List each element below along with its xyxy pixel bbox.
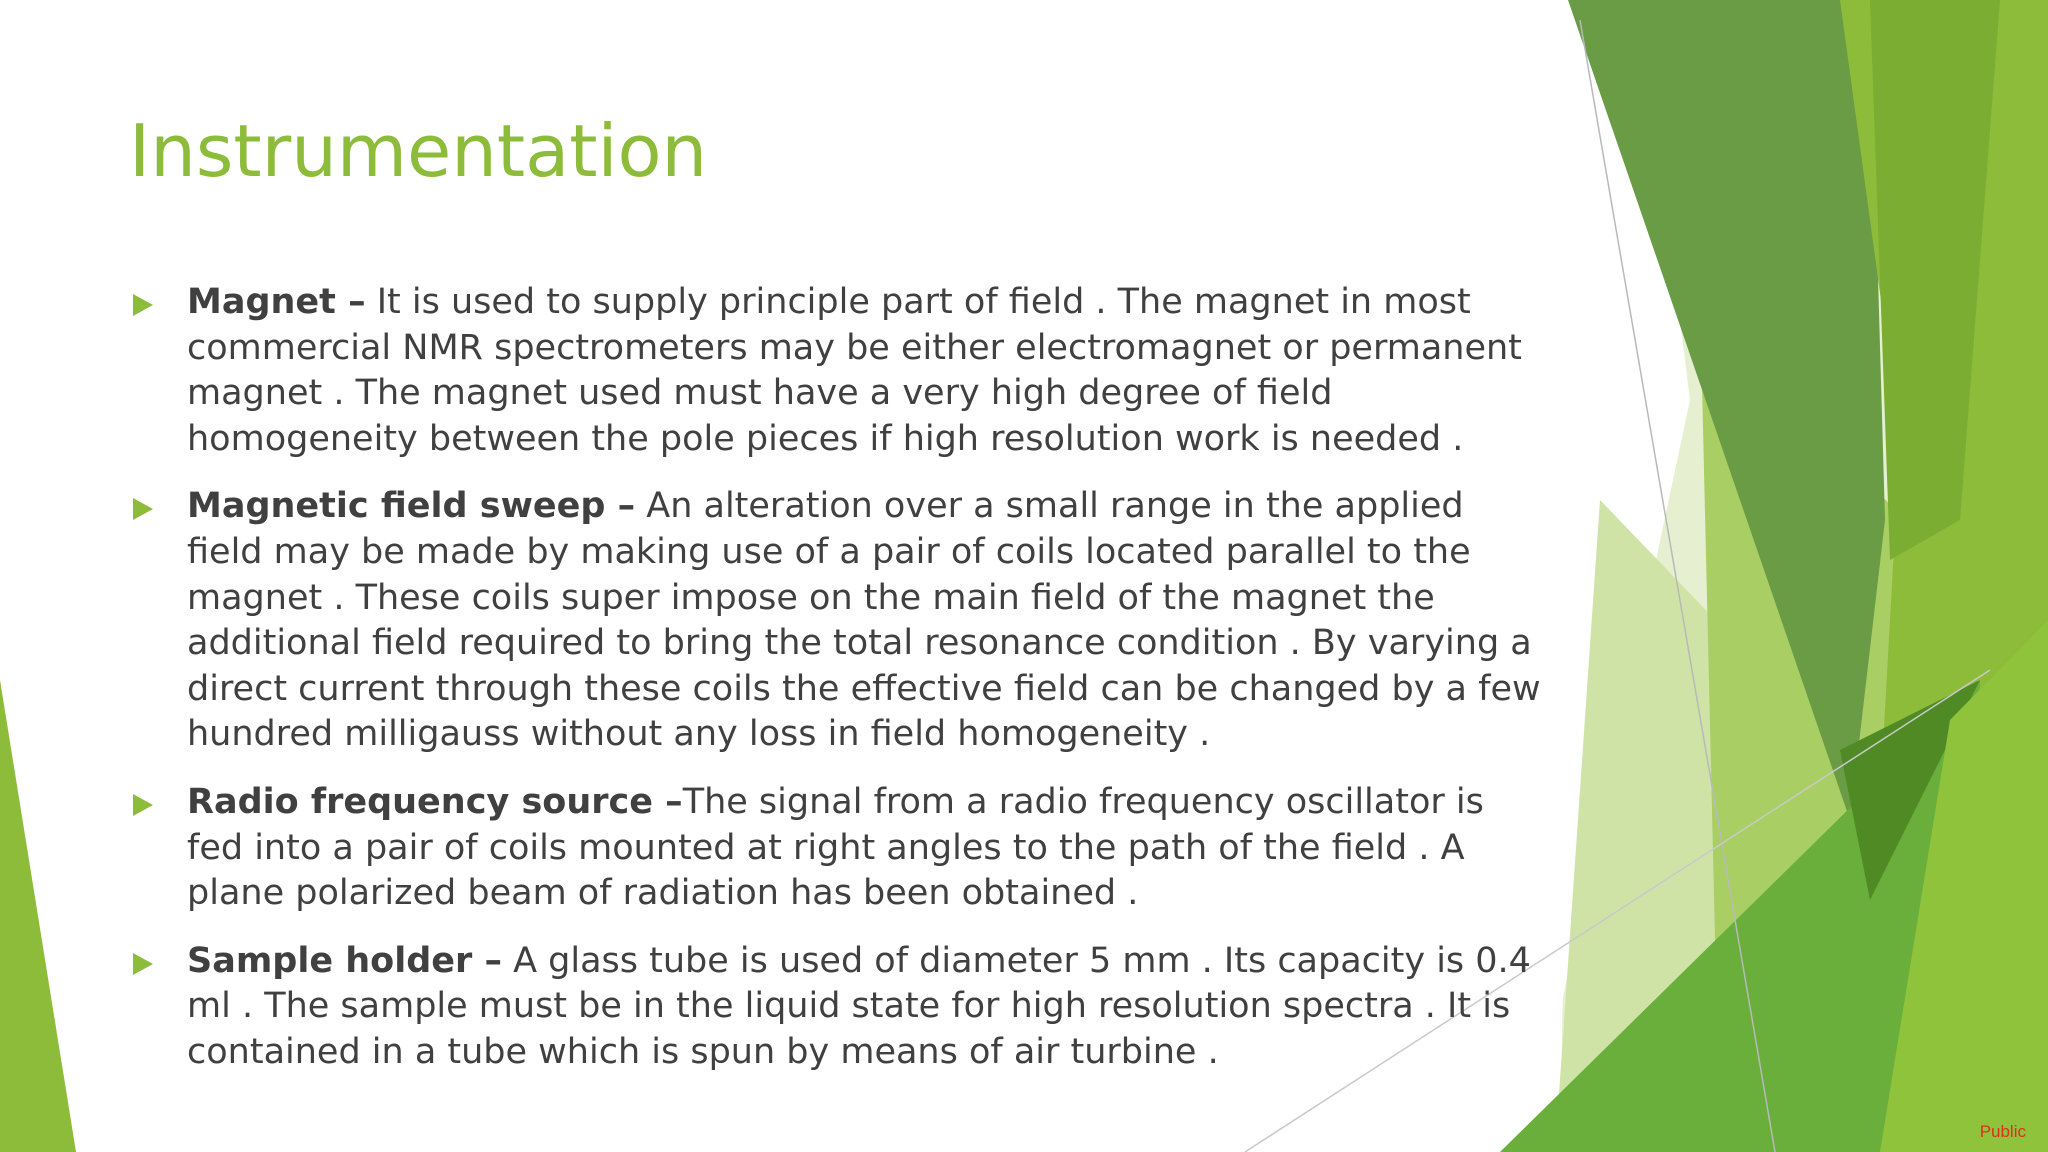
bullet-term: Radio frequency source – <box>187 781 683 822</box>
bullet-text: A glass tube is used of diameter 5 mm . Its capacity is 0.4 ml . The sample must be in the liquid state for high resolution spectra . It is contained in a tube which is spun by means of air turbine . <box>187 940 1531 1072</box>
triangle-bullet-icon <box>133 953 153 975</box>
bullet-item-sample-holder <box>130 939 1550 1076</box>
classification-tag: Public <box>1979 1122 2026 1141</box>
triangle-bullet-icon <box>133 794 153 816</box>
bullet-term: Sample holder – <box>187 940 502 981</box>
triangle-bullet-icon <box>133 498 153 520</box>
triangle-bullet-icon <box>133 294 153 316</box>
bullet-list <box>130 280 1550 1098</box>
bullet-term: Magnet – <box>187 282 366 322</box>
left-green-sliver <box>0 680 76 1152</box>
slide-title: Instrumentation <box>129 109 708 193</box>
bullet-text: The signal from a radio frequency oscillator is fed into a pair of coils mounted at right angles to the path of the field . A plane polarized beam of radiation has been obtained . <box>187 781 1484 914</box>
bullet-term: Magnetic field sweep – <box>187 486 636 527</box>
bullet-item-magnetic-field-sweep <box>130 484 1550 758</box>
bullet-item-magnet <box>130 280 1550 462</box>
bullet-text: It is used to supply principle part of field . The magnet in most commercial NMR spectrometers may be either electromagnet or permanent magnet . The magnet used must have a very high degree of field homogeneity between the pole pieces if high resolution work is needed . <box>187 282 1522 459</box>
bullet-text: An alteration over a small range in the applied field may be made by making use of a pair of coils located parallel to the magnet . These coils super impose on the main field of the magnet the additional field required to bring the total resonance condition . By varying a direct current through these coils the effective field can be changed by a few hundred milligauss without any loss in field homogeneity . <box>187 486 1541 755</box>
bullet-item-radio-frequency-source <box>130 780 1550 917</box>
